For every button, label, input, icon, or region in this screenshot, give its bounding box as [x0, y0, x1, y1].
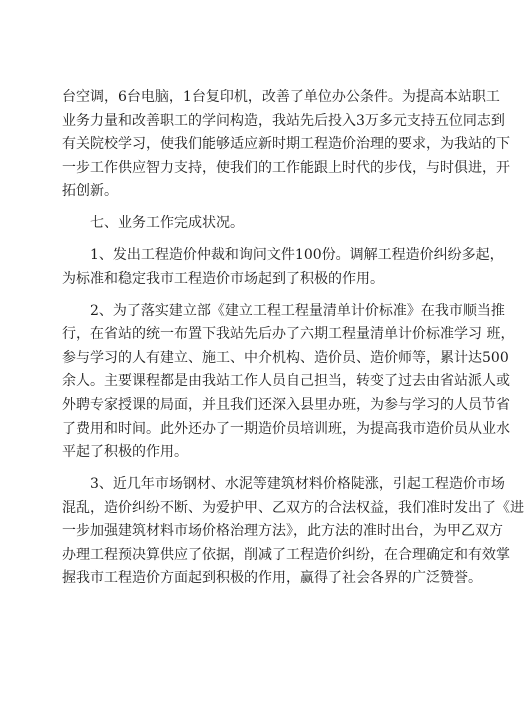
section-heading: 七、业务工作完成状况。 [90, 215, 244, 232]
text-line: 2、为了落实建立部《建立工程工程量清单计价标准》在我市顺当推 [90, 302, 505, 319]
section-heading-seven [62, 212, 446, 236]
paragraph-item-2 [62, 300, 515, 465]
text-line: 为标准和稳定我市工程造价市场起到了积极的作用。 [62, 270, 384, 287]
text-line: 拓创新。 [62, 183, 118, 200]
document-page [62, 86, 524, 591]
text-line: 业务力量和改善职工的学问构造，我站先后投入3万多元支持五位同志到 [62, 112, 505, 129]
paragraph-office-and-training [62, 86, 510, 204]
text-line: 混乱，造价纠纷不断、为爱护甲、乙双方的合法权益，我们准时发出了《进 [62, 499, 524, 516]
text-line: 握我市工程造价方面起到积极的作用，赢得了社会各界的广泛赞誉。 [62, 570, 482, 587]
text-line: 了费用和时间。此外还办了一期造价员培训班，为提高我市造价员从业水 [62, 420, 510, 437]
text-line: 办理工程预决算供应了依据，削减了工程造价纠纷，在合理确定和有效掌 [62, 546, 510, 563]
text-line: 1、发出工程造价仲裁和询问文件100份。调解工程造价纠纷多起， [90, 247, 504, 264]
paragraph-item-1 [62, 244, 504, 291]
text-line: 台空调，6台电脑，1台复印机，改善了单位办公条件。为提高本站职工 [62, 89, 500, 105]
text-line: 行，在省站的统一布置下我站先后办了六期工程量清单计价标准学习 班， [62, 326, 515, 343]
text-line: 参与学习的人有建立、施工、中介机构、造价员、造价师等，累计达500 [62, 349, 509, 366]
text-line: 有关院校学习，使我们能够适应新时期工程造价治理的要求，为我站的下 [62, 136, 510, 153]
text-line: 余人。主要课程都是由我站工作人员自己担当，转变了过去由省站派人或 [62, 373, 510, 390]
paragraph-item-3 [62, 473, 524, 591]
text-line: 3、近几年市场钢材、水泥等建筑材料价格陡涨，引起工程造价市场 [90, 476, 505, 493]
text-line: 一步加强建筑材料市场价格治理方法》，此方法的准时出台，为甲乙双方 [62, 523, 503, 540]
text-line: 外聘专家授课的局面，并且我们还深入县里办班，为参与学习的人员节省 [62, 397, 510, 414]
text-line: 平起了积极的作用。 [62, 444, 188, 461]
text-line: 一步工作供应智力支持，使我们的工作能跟上时代的步伐，与时俱进，开 [62, 159, 510, 176]
